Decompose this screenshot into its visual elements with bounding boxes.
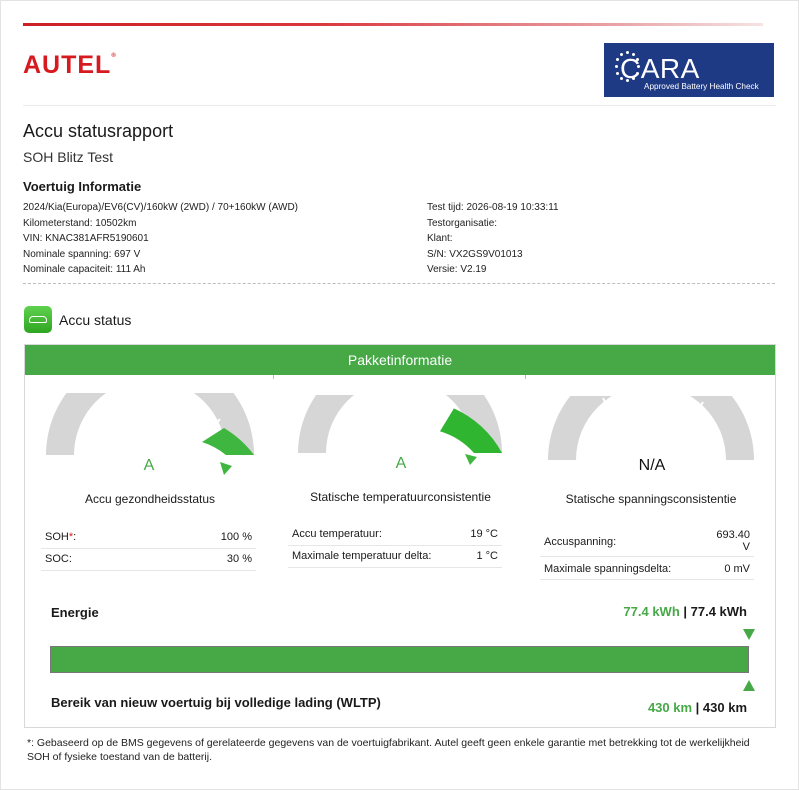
report-title: Accu statusrapport <box>23 121 174 141</box>
cara-badge <box>604 43 774 97</box>
table-row <box>288 525 502 546</box>
energy-label: Energie <box>51 605 99 620</box>
energy-value: 77.4 kWh | 77.4 kWh <box>623 604 747 619</box>
vehicle-info-right <box>427 200 559 278</box>
customer: Klant: <box>427 233 453 244</box>
max-temperature-delta-key: Maximale temperatuur delta: <box>292 550 432 562</box>
table-row: SOH*: 100 % <box>41 528 256 549</box>
temperature-label: Statische temperatuurconsistentie <box>310 490 491 504</box>
soc-value: 30 % <box>226 553 252 565</box>
table-row <box>540 527 754 557</box>
soh-value: 100 % <box>220 531 252 543</box>
autel-logo: AUTEL® <box>23 51 116 79</box>
table-row <box>288 546 502 568</box>
vehicle-model: 2024/Kia(Europa)/EV6(CV)/160kW (2WD) / 70+160kW (AWD) <box>23 202 298 213</box>
test-time: Test tijd: 2026-08-19 10:33:11 <box>427 202 559 213</box>
range-marker-icon <box>743 680 755 691</box>
voltage-table <box>540 527 754 580</box>
temperature-grade: A <box>395 455 407 472</box>
battery-car-icon <box>24 306 52 333</box>
vehicle-info-left <box>23 200 298 278</box>
accu-status-title: Accu status <box>59 312 132 328</box>
header-accent-line <box>23 23 763 26</box>
temperature-table <box>288 525 502 568</box>
serial-number: S/N: VX2GS9V01013 <box>427 248 523 260</box>
energy-total: 77.4 kWh <box>690 604 747 619</box>
energy-current: 77.4 kWh <box>623 604 680 619</box>
accu-voltage-key: Accuspanning: <box>544 536 617 548</box>
package-info-header: Pakketinformatie <box>25 345 775 375</box>
accu-temperature-value: 19 °C <box>470 528 498 540</box>
table-row <box>41 549 256 571</box>
range-label: Bereik van nieuw voertuig bij volledige lading (WLTP) <box>51 695 381 710</box>
table-row <box>540 557 754 580</box>
energy-marker-icon <box>743 629 755 640</box>
vehicle-vin: VIN: KNAC381AFR5190601 <box>23 233 149 244</box>
vehicle-info-title: Voertuig Informatie <box>23 179 142 194</box>
vehicle-mileage: Kilometerstand: 10502km <box>23 217 137 229</box>
soh-key: SOH <box>45 531 69 543</box>
max-voltage-delta-key: Maximale spanningsdelta: <box>544 563 672 575</box>
health-label: Accu gezondheidsstatus <box>84 492 216 506</box>
range-total: 430 km <box>702 700 747 715</box>
energy-bar <box>50 646 749 673</box>
report-subtitle: SOH Blitz Test <box>23 149 113 165</box>
health-grade: A <box>143 457 155 474</box>
required-mark: * <box>68 531 74 543</box>
vehicle-nominal-capacity: Nominale capaciteit: 111 Ah <box>23 264 146 275</box>
cara-subtitle: Approved Battery Health Check <box>644 82 759 91</box>
health-table <box>41 528 256 571</box>
accu-voltage-value: 693.40 V <box>716 529 750 553</box>
footnote: *: Gebaseerd op de BMS gegevens of gerelateerde gegevens van de voertuigfabrikant. Autel geeft geen enkele garantie met betrekking tot de werkelijkheid SOH of fysieke toestand van de batterij. <box>27 737 750 763</box>
section-divider <box>23 283 775 284</box>
range-value: 430 km | 430 km <box>647 700 747 715</box>
vehicle-nominal-voltage: Nominale spanning: 697 V <box>23 248 141 260</box>
cara-name: CARA <box>620 53 700 84</box>
energy-bar-fill <box>51 647 748 672</box>
version: Versie: V2.19 <box>427 264 487 275</box>
range-current: 430 km <box>647 700 693 715</box>
max-temperature-delta-value: 1 °C <box>476 550 498 562</box>
voltage-label: Statische spanningsconsistentie <box>565 492 737 506</box>
header-divider <box>23 105 776 106</box>
max-voltage-delta-value: 0 mV <box>724 563 750 575</box>
voltage-grade: N/A <box>638 457 666 474</box>
health-gauge-pointer <box>220 462 232 475</box>
accu-temperature-key: Accu temperatuur: <box>292 528 382 540</box>
test-organisation: Testorganisatie: <box>427 217 498 229</box>
soc-key: SOC: <box>45 553 72 565</box>
temperature-gauge-pointer <box>465 454 477 465</box>
voltage-gauge <box>544 396 758 464</box>
